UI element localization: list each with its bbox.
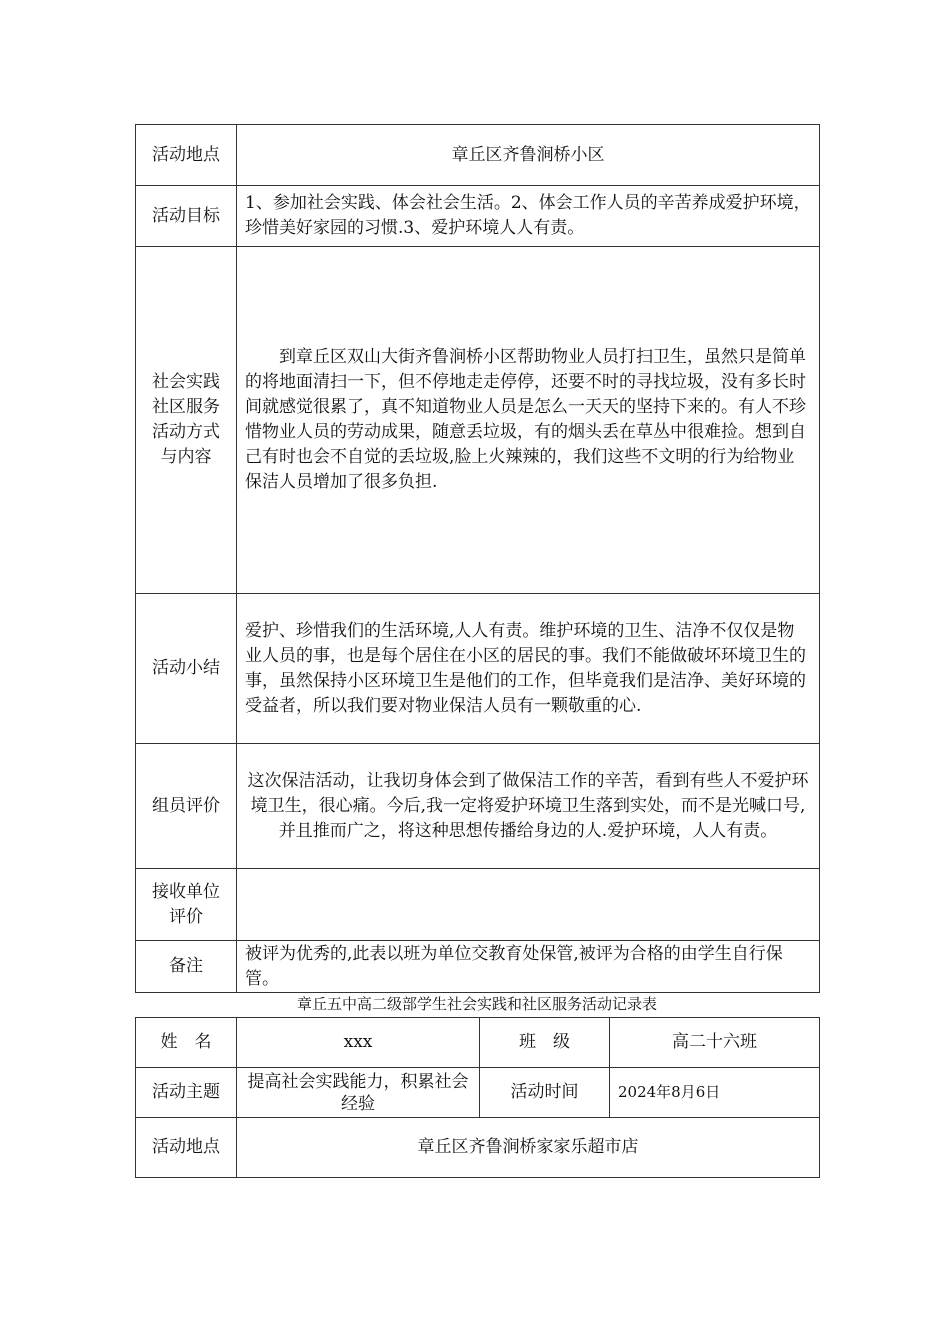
location2-label: 活动地点 [136, 1118, 237, 1178]
location-value: 章丘区齐鲁涧桥小区 [237, 125, 820, 186]
remark-value: 被评为优秀的,此表以班为单位交教育处保管,被评为合格的由学生自行保管。 [237, 941, 820, 993]
method-value: 到章丘区双山大街齐鲁涧桥小区帮助物业人员打扫卫生，虽然只是简单的将地面清扫一下，但不停地走走停停，还要不时的寻找垃圾，没有多长时间就感觉很累了，真不知道物业人员是怎么一天天的坚持下来的。有人不珍惜物业人员的劳动成果，随意丢垃圾，有的烟头丢在草丛中很难捡。想到自己有时也会不自觉的丢垃圾,脸上火辣辣的，我们这些不文明的行为给物业保洁人员增加了很多负担. [237, 247, 820, 594]
class-label: 班 级 [480, 1018, 610, 1068]
name-value: xxx [237, 1018, 480, 1068]
location2-value: 章丘区齐鲁涧桥家家乐超市店 [237, 1118, 820, 1178]
location-label: 活动地点 [136, 125, 237, 186]
member-eval-value: 这次保洁活动，让我切身体会到了做保洁工作的辛苦，看到有些人不爱护环境卫生，很心痛。今后,我一定将爱护环境卫生落到实处，而不是光喊口号,并且推而广之，将这种思想传播给身边的人.爱护环境，人人有责。 [237, 744, 820, 869]
class-value: 高二十六班 [610, 1018, 820, 1068]
unit-eval-value [237, 869, 820, 941]
theme-value: 提高社会实践能力，积累社会经验 [237, 1068, 480, 1118]
member-eval-label: 组员评价 [136, 744, 237, 869]
activity-record-table-2 [135, 1017, 820, 1178]
theme-label: 活动主题 [136, 1068, 237, 1118]
goal-label: 活动目标 [136, 186, 237, 247]
summary-label: 活动小结 [136, 594, 237, 744]
time-value: 2024年8月6日 [610, 1068, 820, 1118]
summary-value: 爱护、珍惜我们的生活环境,人人有责。维护环境的卫生、洁净不仅仅是物业人员的事，也是每个居住在小区的居民的事。我们不能做破坏环境卫生的事，虽然保持小区环境卫生是他们的工作，但毕竟我们是洁净、美好环境的受益者，所以我们要对物业保洁人员有一颗敬重的心. [237, 594, 820, 744]
goal-value: 1、参加社会实践、体会社会生活。2、体会工作人员的辛苦养成爱护环境，珍惜美好家园的习惯.3、爱护环境人人有责。 [237, 186, 820, 247]
activity-record-table-1 [135, 124, 820, 993]
method-label: 社会实践社区服务活动方式与内容 [136, 247, 237, 594]
name-label: 姓 名 [136, 1018, 237, 1068]
unit-eval-label: 接收单位评价 [136, 869, 237, 941]
time-label: 活动时间 [480, 1068, 610, 1118]
form-caption: 章丘五中高二级部学生社会实践和社区服务活动记录表 [296, 995, 657, 1013]
remark-label: 备注 [136, 941, 237, 993]
